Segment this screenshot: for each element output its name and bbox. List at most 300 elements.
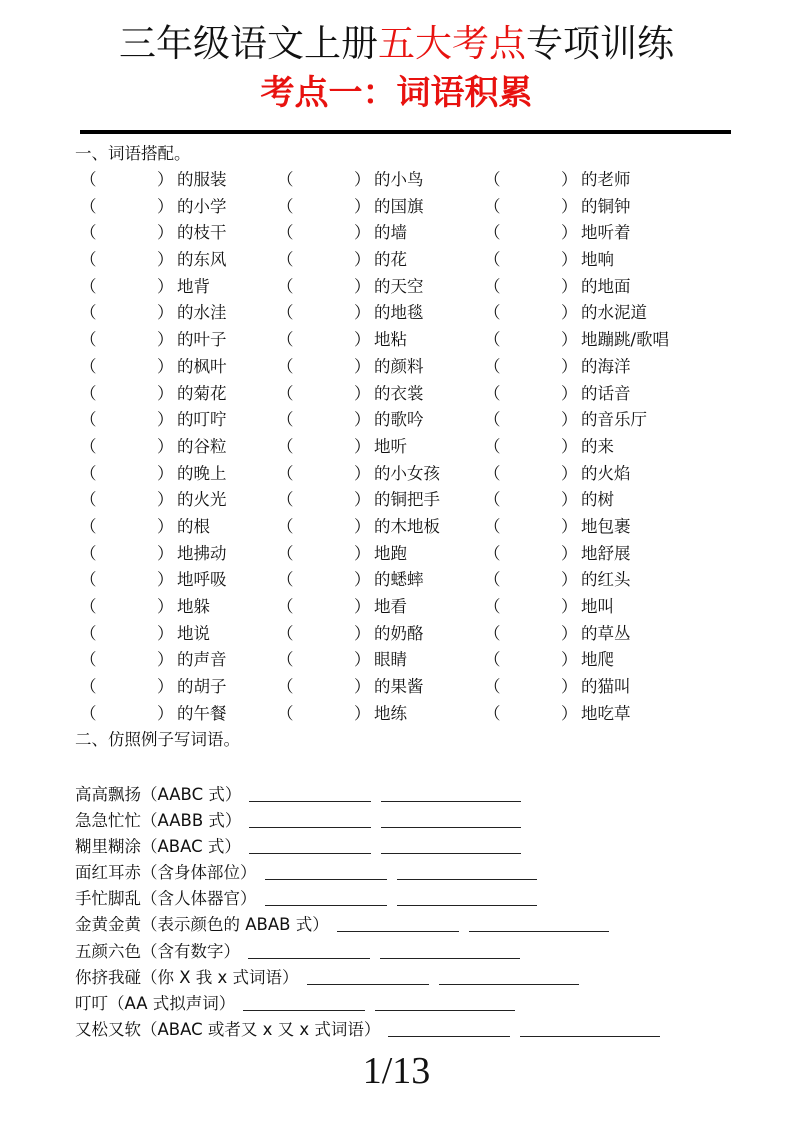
close-paren: ） [157,223,174,243]
close-paren: ） [561,597,578,616]
close-paren: ） [561,330,578,350]
open-paren: （ [80,303,97,323]
pattern-hint: （你 X 我 x 式词语） [141,967,299,987]
answer-blank[interactable] [293,622,351,644]
title-part2: 专项训练 [526,22,674,65]
exercise-row [75,887,660,913]
answer-blank-1[interactable] [249,783,371,802]
answer-blank[interactable] [500,221,558,243]
pattern-hint: （AA 式拟声词） [108,993,236,1013]
example-word: 五颜六色 [75,941,141,961]
target-word: 的水洼 [177,303,227,323]
target-word: 的谷粒 [177,436,227,456]
matching-row [0,462,793,489]
answer-blank[interactable] [500,595,558,617]
answer-blank[interactable] [96,515,154,537]
answer-blank[interactable] [96,408,154,430]
answer-blank[interactable] [500,301,558,323]
target-word: 的天空 [374,276,424,296]
matching-row [0,488,793,515]
answer-blank[interactable] [293,462,351,484]
target-word: 的胡子 [177,677,227,697]
close-paren: ） [157,303,174,323]
close-paren: ） [157,490,174,510]
close-paren: ） [561,196,578,216]
target-word: 的衣裳 [374,383,424,403]
target-word: 的地面 [581,276,631,296]
answer-blank-2[interactable] [380,940,520,959]
answer-blank[interactable] [293,408,351,430]
open-paren: （ [80,623,97,643]
target-word: 的话音 [581,383,631,403]
target-word: 的声音 [177,650,227,670]
answer-blank[interactable] [96,675,154,697]
answer-blank[interactable] [500,382,558,404]
close-paren: ） [157,597,174,616]
answer-blank[interactable] [293,301,351,323]
answer-blank[interactable] [500,195,558,217]
exercise-row [75,940,660,966]
open-paren: （ [277,303,294,323]
section2-title: 二、仿照例子写词语。 [75,730,240,749]
close-paren: ） [561,436,578,456]
open-paren: （ [484,490,501,510]
close-paren: ） [354,410,371,430]
example-word: 急急忙忙 [75,811,141,831]
open-paren: （ [277,223,294,243]
close-paren: ） [354,170,371,189]
answer-blank-1[interactable] [243,992,365,1011]
target-word: 的老师 [581,170,631,189]
answer-blank[interactable] [293,382,351,404]
pattern-hint: （AABC 式） [141,785,242,804]
answer-blank-2[interactable] [381,783,521,802]
close-paren: ） [157,516,174,536]
target-word: 的服装 [177,170,227,189]
close-paren: ） [157,436,174,456]
close-paren: ） [354,597,371,616]
answer-blank[interactable] [293,702,351,724]
open-paren: （ [80,276,97,296]
answer-blank[interactable] [96,435,154,457]
close-paren: ） [157,356,174,376]
target-word: 的果酱 [374,677,424,697]
matching-row [0,595,793,622]
matching-row [0,568,793,595]
open-paren: （ [484,463,501,483]
open-paren: （ [80,410,97,430]
exercise-row [75,861,660,887]
answer-blank[interactable] [500,462,558,484]
target-word: 的花 [374,250,407,270]
answer-blank[interactable] [293,568,351,590]
target-word: 地粘 [374,330,407,350]
close-paren: ） [157,250,174,270]
target-word: 的国旗 [374,196,424,216]
answer-blank[interactable] [500,328,558,350]
close-paren: ） [157,677,174,697]
close-paren: ） [157,570,174,590]
target-word: 的根 [177,516,210,536]
answer-blank[interactable] [500,408,558,430]
answer-blank[interactable] [293,542,351,564]
close-paren: ） [354,250,371,270]
open-paren: （ [80,170,97,189]
open-paren: （ [484,597,501,616]
open-paren: （ [484,330,501,350]
close-paren: ） [561,383,578,403]
open-paren: （ [484,356,501,376]
answer-blank[interactable] [293,168,351,190]
pattern-hint: （含身体部位） [141,863,257,883]
answer-blank-1[interactable] [248,940,370,959]
close-paren: ） [157,410,174,430]
matching-row [0,515,793,542]
target-word: 的铜把手 [374,490,440,510]
answer-blank[interactable] [96,488,154,510]
exercise-row [75,1018,660,1044]
open-paren: （ [277,597,294,616]
matching-row [0,301,793,328]
matching-row [0,622,793,649]
pattern-hint: （含有数字） [141,941,240,961]
answer-blank[interactable] [500,515,558,537]
open-paren: （ [277,330,294,350]
answer-blank[interactable] [96,568,154,590]
pattern-hint: （含人体器官） [141,889,257,909]
answer-blank[interactable] [500,248,558,270]
open-paren: （ [80,490,97,510]
target-word: 的小女孩 [374,463,440,483]
answer-blank[interactable] [500,568,558,590]
matching-row [0,675,793,702]
close-paren: ） [561,356,578,376]
page-title [0,20,793,68]
open-paren: （ [484,650,501,670]
open-paren: （ [80,516,97,536]
open-paren: （ [277,383,294,403]
open-paren: （ [277,703,294,723]
close-paren: ） [354,303,371,323]
target-word: 的枫叶 [177,356,227,376]
open-paren: （ [277,356,294,376]
example-word: 糊里糊涂 [75,837,141,857]
close-paren: ） [561,276,578,296]
matching-row [0,248,793,275]
exercise-row [75,809,660,835]
open-paren: （ [277,463,294,483]
exercise-row [75,992,660,1018]
target-word: 的午餐 [177,703,227,723]
section1-title: 一、词语搭配。 [75,144,191,163]
example-word: 金黄金黄 [75,915,141,935]
open-paren: （ [80,196,97,216]
answer-blank[interactable] [500,488,558,510]
open-paren: （ [277,276,294,296]
target-word: 地拂动 [177,543,227,563]
title-highlight: 五大考点 [378,22,526,65]
header-divider [80,130,731,134]
open-paren: （ [80,250,97,270]
answer-blank[interactable] [96,648,154,670]
matching-row [0,328,793,355]
close-paren: ） [354,383,371,403]
close-paren: ） [354,436,371,456]
exercise-row [75,966,660,992]
answer-blank[interactable] [293,595,351,617]
target-word: 地吃草 [581,703,631,723]
matching-row [0,408,793,435]
answer-blank-2[interactable] [381,835,521,854]
answer-blank-1[interactable] [388,1018,510,1037]
target-word: 的树 [581,490,614,510]
open-paren: （ [277,650,294,670]
answer-blank[interactable] [500,355,558,377]
open-paren: （ [484,703,501,723]
example-word: 你挤我碰 [75,967,141,987]
open-paren: （ [484,436,501,456]
target-word: 地练 [374,703,407,723]
close-paren: ） [561,303,578,323]
target-word: 的海洋 [581,356,631,376]
exercise-row [75,783,660,809]
exercise-row [75,835,660,861]
close-paren: ） [157,650,174,670]
target-word: 地响 [581,250,614,270]
title-part1: 三年级语文上册 [119,22,378,65]
close-paren: ） [561,490,578,510]
close-paren: ） [157,170,174,189]
answer-blank[interactable] [96,168,154,190]
answer-blank[interactable] [96,355,154,377]
target-word: 的墙 [374,223,407,243]
target-word: 的小学 [177,196,227,216]
answer-blank[interactable] [96,462,154,484]
close-paren: ） [354,677,371,697]
close-paren: ） [157,703,174,723]
answer-blank[interactable] [500,648,558,670]
answer-blank-2[interactable] [375,992,515,1011]
close-paren: ） [354,623,371,643]
target-word: 的火焰 [581,463,631,483]
target-word: 地看 [374,597,407,616]
answer-blank-2[interactable] [520,1018,660,1037]
answer-blank[interactable] [96,248,154,270]
close-paren: ） [561,677,578,697]
open-paren: （ [484,623,501,643]
open-paren: （ [484,383,501,403]
answer-blank[interactable] [96,301,154,323]
answer-blank-1[interactable] [307,966,429,985]
page-number: 1/13 [362,1050,431,1092]
example-word: 又松又软 [75,1019,141,1039]
open-paren: （ [80,223,97,243]
answer-blank[interactable] [500,702,558,724]
close-paren: ） [561,623,578,643]
open-paren: （ [277,250,294,270]
target-word: 地说 [177,623,210,643]
answer-blank[interactable] [293,221,351,243]
open-paren: （ [277,677,294,697]
pattern-hint: （表示颜色的 ABAB 式） [141,915,329,935]
close-paren: ） [157,463,174,483]
matching-row [0,435,793,462]
answer-blank[interactable] [96,702,154,724]
answer-blank[interactable] [500,675,558,697]
close-paren: ） [354,490,371,510]
answer-blank[interactable] [96,195,154,217]
imitation-exercise-list [75,783,660,1044]
open-paren: （ [80,463,97,483]
open-paren: （ [484,570,501,590]
target-word: 眼睛 [374,650,407,670]
target-word: 的水泥道 [581,303,647,323]
open-paren: （ [80,330,97,350]
answer-blank[interactable] [96,595,154,617]
target-word: 地跑 [374,543,407,563]
matching-row [0,355,793,382]
answer-blank-2[interactable] [469,913,609,932]
close-paren: ） [561,250,578,270]
target-word: 地叫 [581,597,614,616]
answer-blank[interactable] [293,275,351,297]
target-word: 的猫叫 [581,677,631,697]
target-word: 地包裹 [581,516,631,536]
close-paren: ） [354,570,371,590]
answer-blank[interactable] [500,542,558,564]
open-paren: （ [277,490,294,510]
close-paren: ） [561,570,578,590]
open-paren: （ [80,570,97,590]
open-paren: （ [277,623,294,643]
answer-blank[interactable] [96,622,154,644]
open-paren: （ [484,410,501,430]
answer-blank-2[interactable] [439,966,579,985]
close-paren: ） [561,410,578,430]
pattern-hint: （ABAC 式） [141,837,241,857]
close-paren: ） [561,516,578,536]
close-paren: ） [561,463,578,483]
matching-row [0,195,793,222]
exercise-row [75,913,660,939]
target-word: 的叮咛 [177,410,227,430]
target-word: 的木地板 [374,516,440,536]
target-word: 的红头 [581,570,631,590]
open-paren: （ [484,677,501,697]
target-word: 的火光 [177,490,227,510]
open-paren: （ [80,597,97,616]
target-word: 地蹦跳/歌唱 [581,330,670,350]
close-paren: ） [354,703,371,723]
close-paren: ） [354,276,371,296]
answer-blank[interactable] [96,221,154,243]
close-paren: ） [157,330,174,350]
answer-blank-2[interactable] [397,861,537,880]
example-word: 手忙脚乱 [75,889,141,909]
matching-row [0,168,793,195]
close-paren: ） [157,196,174,216]
answer-blank[interactable] [293,328,351,350]
answer-blank[interactable] [293,435,351,457]
open-paren: （ [484,170,501,189]
open-paren: （ [80,703,97,723]
answer-blank[interactable] [293,248,351,270]
target-word: 的铜钟 [581,196,631,216]
matching-row [0,275,793,302]
answer-blank-1[interactable] [337,913,459,932]
answer-blank[interactable] [293,648,351,670]
open-paren: （ [484,276,501,296]
answer-blank-2[interactable] [381,809,521,828]
pattern-hint: （AABB 式） [141,811,242,831]
target-word: 的菊花 [177,383,227,403]
answer-blank[interactable] [96,275,154,297]
close-paren: ） [354,463,371,483]
open-paren: （ [80,650,97,670]
answer-blank-2[interactable] [397,887,537,906]
target-word: 的地毯 [374,303,424,323]
answer-blank[interactable] [96,328,154,350]
answer-blank[interactable] [500,622,558,644]
open-paren: （ [277,196,294,216]
answer-blank[interactable] [500,168,558,190]
open-paren: （ [80,543,97,563]
matching-row [0,221,793,248]
target-word: 的音乐厅 [581,410,647,430]
answer-blank-1[interactable] [249,835,371,854]
matching-row [0,648,793,675]
target-word: 地呼吸 [177,570,227,590]
open-paren: （ [484,250,501,270]
answer-blank[interactable] [500,275,558,297]
answer-blank[interactable] [293,675,351,697]
page-subtitle: 考点一：词语积累 [260,73,533,113]
answer-blank[interactable] [500,435,558,457]
close-paren: ） [157,623,174,643]
open-paren: （ [80,677,97,697]
answer-blank[interactable] [293,355,351,377]
close-paren: ） [157,383,174,403]
matching-row [0,702,793,729]
open-paren: （ [484,223,501,243]
close-paren: ） [354,650,371,670]
answer-blank[interactable] [293,195,351,217]
answer-blank-1[interactable] [265,887,387,906]
close-paren: ） [354,356,371,376]
open-paren: （ [277,170,294,189]
target-word: 地背 [177,276,210,296]
answer-blank[interactable] [96,382,154,404]
target-word: 地听 [374,436,407,456]
answer-blank-1[interactable] [249,809,371,828]
target-word: 地听着 [581,223,631,243]
close-paren: ） [354,330,371,350]
target-word: 的小鸟 [374,170,424,189]
open-paren: （ [277,516,294,536]
target-word: 的叶子 [177,330,227,350]
answer-blank[interactable] [293,488,351,510]
pattern-hint: （ABAC 或者又 x 又 x 式词语） [141,1019,381,1039]
answer-blank-1[interactable] [265,861,387,880]
answer-blank[interactable] [96,542,154,564]
word-matching-grid [0,168,793,728]
close-paren: ） [561,223,578,243]
answer-blank[interactable] [293,515,351,537]
close-paren: ） [157,276,174,296]
close-paren: ） [354,223,371,243]
matching-row [0,542,793,569]
open-paren: （ [484,543,501,563]
